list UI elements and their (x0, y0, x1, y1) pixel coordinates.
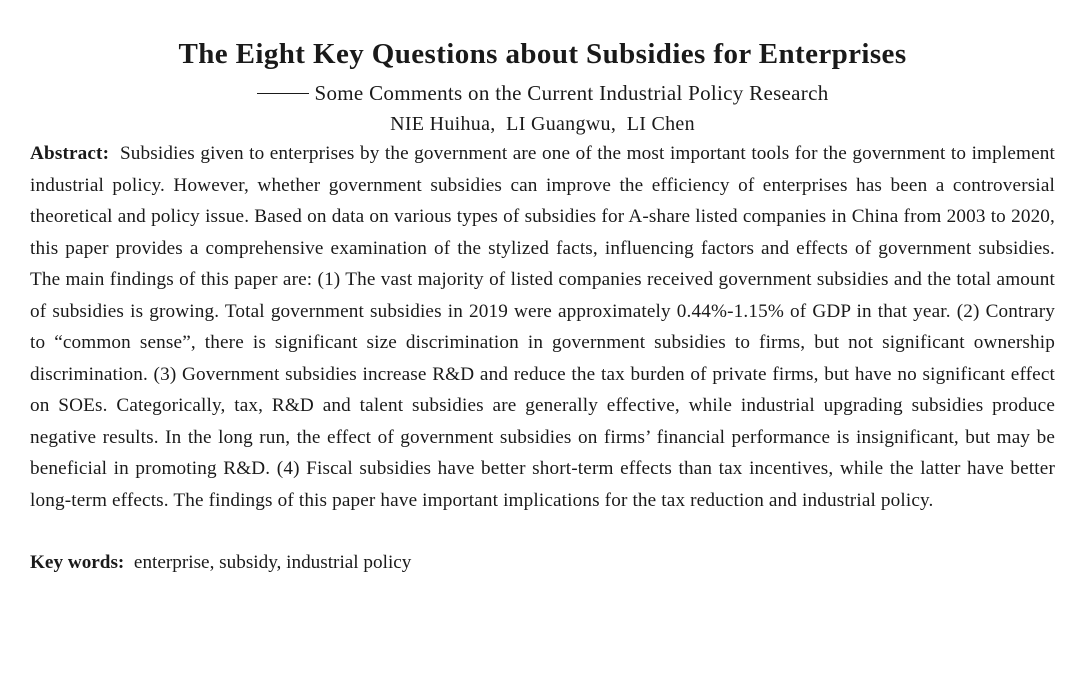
paper-title: The Eight Key Questions about Subsidies for Enterprises (178, 38, 907, 70)
author-list: NIE Huihua, LI Guangwu, LI Chen (390, 113, 695, 135)
paper-subtitle (30, 78, 1055, 108)
paper-page (30, 34, 1055, 579)
keywords-line (30, 547, 1055, 579)
em-dash-rule (257, 93, 309, 94)
abstract-text: Subsidies given to enterprises by the government are one of the most important tools for the government to implement industrial policy. However, whether government subsidies can improve the efficiency of enterprises has been a controversial theoretical and policy issue. Based on data on various types of subsidies for A-share listed companies in China from 2003 to 2020, this paper provides a comprehensive examination of the stylized facts, influencing factors and effects of government subsidies. The main findings of this paper are: (1) The vast majority of listed companies received government subsidies and the total amount of subsidies is growing. Total government subsidies in 2019 were approximately 0.44%-1.15% of GDP in that year. (2) Contrary to “common sense”, there is significant size discrimination in government subsidies to firms, but not significant ownership discrimination. (3) Government subsidies increase R&D and reduce the tax burden of private firms, but have no significant effect on SOEs. Categorically, tax, R&D and talent subsidies are generally effective, while industrial upgrading subsidies produce negative results. In the long run, the effect of government subsidies on firms’ financial performance is insignificant, but may be beneficial in promoting R&D. (4) Fiscal subsidies have better short-term effects than tax incentives, while the latter have better long-term effects. The findings of this paper have important implications for the tax reduction and industrial policy. (30, 143, 1055, 511)
abstract-paragraph (30, 138, 1055, 516)
keywords-label: Key words: (30, 552, 125, 573)
keywords-text: enterprise, subsidy, industrial policy (133, 552, 412, 573)
abstract-label: Abstract: (30, 143, 110, 164)
subtitle-text: Some Comments on the Current Industrial Policy Research (314, 81, 829, 105)
